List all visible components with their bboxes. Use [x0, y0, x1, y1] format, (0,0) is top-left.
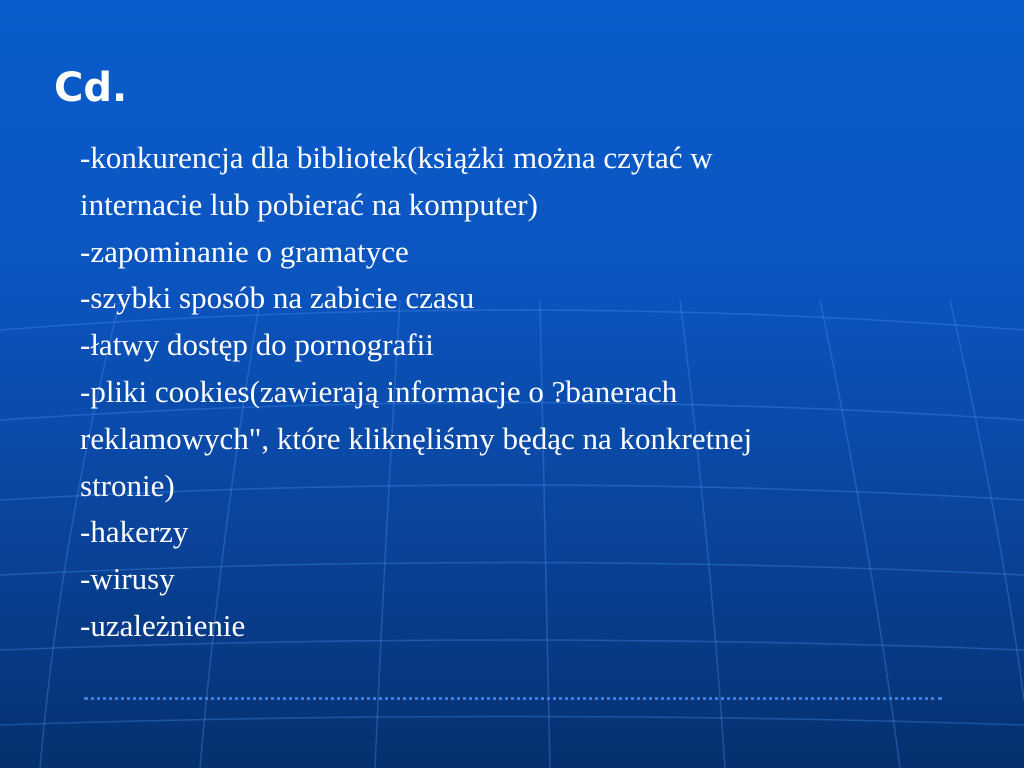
list-item: -łatwy dostęp do pornografii — [80, 327, 434, 363]
slide-title: Cd. — [54, 65, 128, 111]
list-item: -zapominanie o gramatyce — [80, 233, 409, 269]
bullet-list — [80, 135, 960, 650]
list-item: -uzależnienie — [80, 607, 246, 643]
dotted-divider — [84, 697, 942, 700]
list-item: -pliki cookies(zawierają informacje o ?banerach — [80, 373, 678, 409]
list-item: -wirusy — [80, 561, 175, 597]
list-item: -konkurencja dla bibliotek(książki można czytać w — [80, 140, 713, 175]
list-item: -hakerzy — [80, 514, 189, 550]
list-item: stronie) — [80, 467, 175, 503]
list-item: internacie lub pobierać na komputer) — [80, 186, 538, 222]
list-item: -szybki sposób na zabicie czasu — [80, 280, 475, 316]
list-item: reklamowych", które kliknęliśmy będąc na konkretnej — [80, 420, 753, 456]
